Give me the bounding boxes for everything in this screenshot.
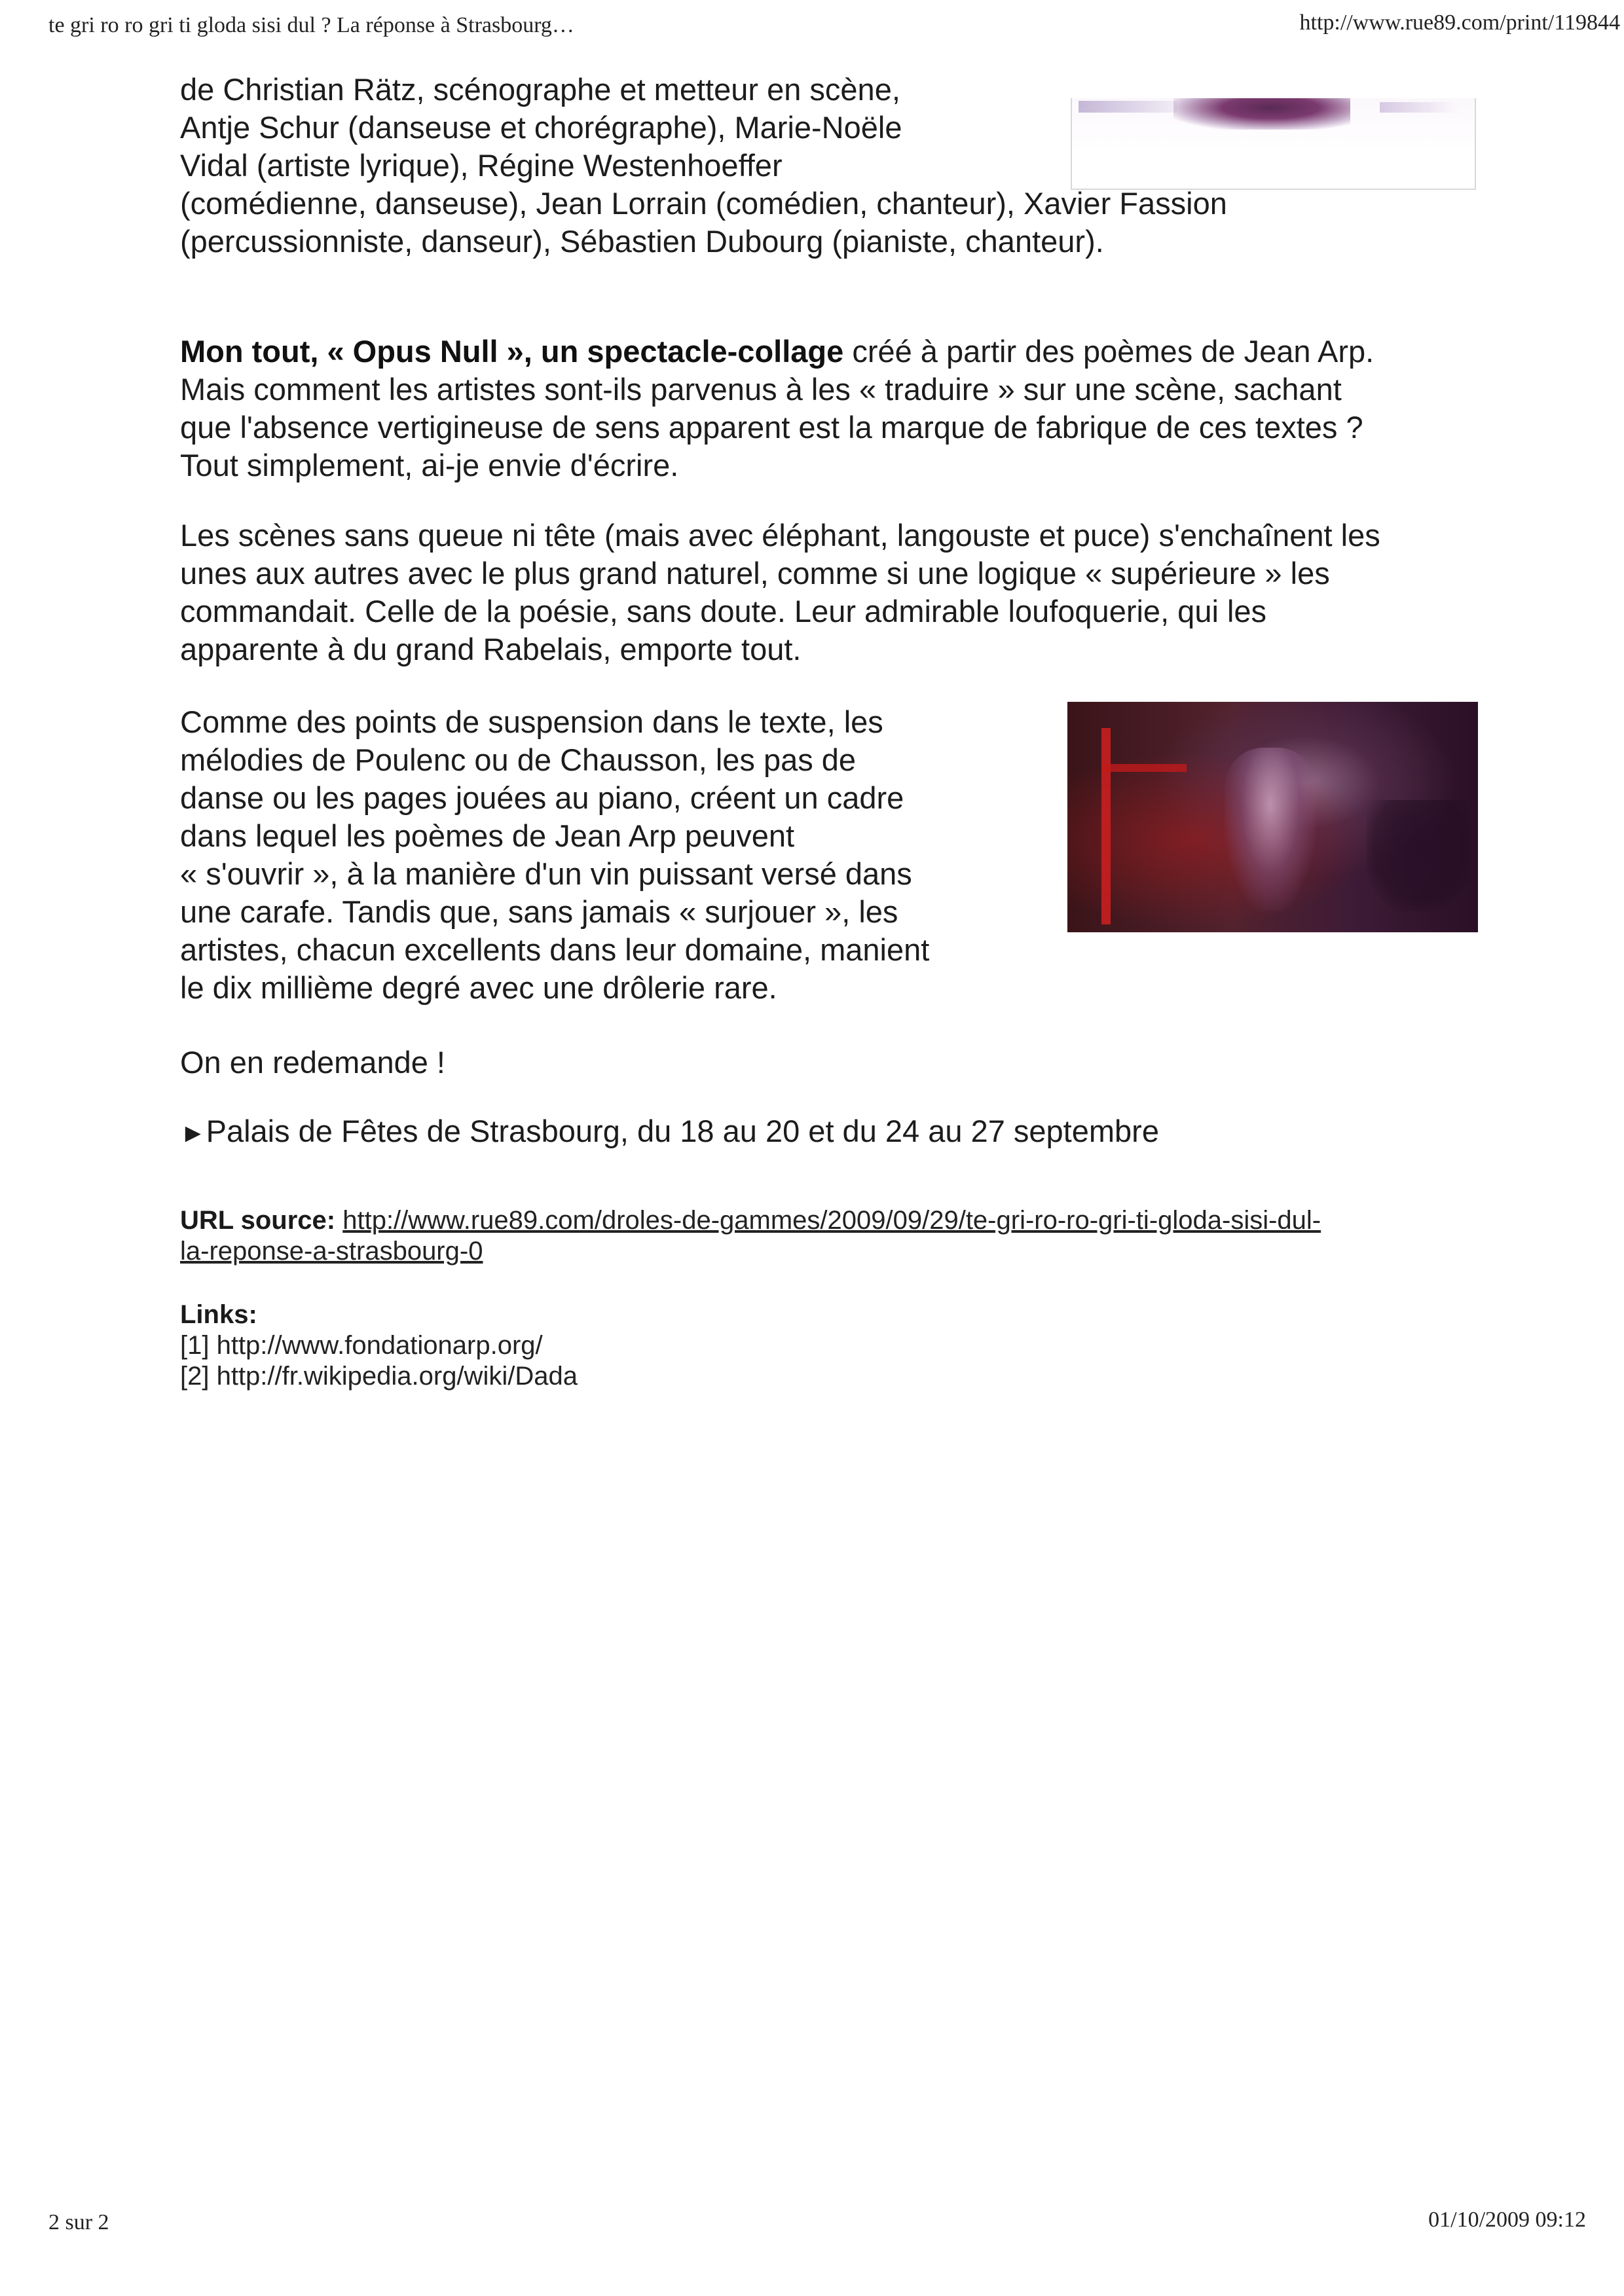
text-line	[180, 333, 1374, 371]
text-line: Les scènes sans queue ni tête (mais avec éléphant, langouste et puce) s'enchaînent les	[180, 518, 1380, 553]
text-line: Vidal (artiste lyrique), Régine Westenhoeffer	[180, 148, 783, 183]
text-fragment: créé à partir des poèmes de Jean Arp.	[843, 334, 1375, 369]
text-line: (comédienne, danseuse), Jean Lorrain (comédien, chanteur), Xavier Fassion	[180, 186, 1227, 221]
article-paragraph-scenes	[180, 517, 1380, 668]
article-photo-stage	[1067, 702, 1478, 932]
text-line: commandait. Celle de la poésie, sans doute. Leur admirable loufoquerie, qui les	[180, 594, 1267, 629]
triangle-right-icon: ►	[180, 1119, 206, 1148]
text-line	[180, 1205, 1321, 1236]
text-line: Tout simplement, ai-je envie d'écrire.	[180, 448, 679, 483]
event-info	[180, 1112, 1159, 1152]
page-number: 2 sur 2	[48, 2210, 109, 2234]
article-paragraph-opus-null	[180, 333, 1374, 484]
article-paragraph-cast	[180, 71, 1227, 261]
text-line: le dix millième degré avec une drôlerie rare.	[180, 970, 777, 1005]
text-line: apparente à du grand Rabelais, emporte tout.	[180, 632, 802, 666]
text-line: que l'absence vertigineuse de sens apparent est la marque de fabrique de ces textes ?	[180, 410, 1363, 445]
text-line: artistes, chacun excellents dans leur domaine, manient	[180, 932, 930, 967]
text-line: danse ou les pages jouées au piano, créent un cadre	[180, 780, 904, 815]
text-line: mélodies de Poulenc ou de Chausson, les pas de	[180, 742, 857, 777]
event-text: Palais de Fêtes de Strasbourg, du 18 au 20 et du 24 au 27 septembre	[206, 1114, 1159, 1148]
links-label: Links:	[180, 1300, 257, 1329]
url-source-link-continued[interactable]: la-reponse-a-strasbourg-0	[180, 1237, 483, 1266]
links-block	[180, 1300, 578, 1392]
text-line: Mais comment les artistes sont-ils parvenus à les « traduire » sur une scène, sachant	[180, 372, 1342, 407]
url-source-label: URL source:	[180, 1206, 336, 1235]
print-header-title: te gri ro ro gri ti gloda sisi dul ? La réponse à Strasbourg…	[48, 13, 574, 37]
text-line: une carafe. Tandis que, sans jamais « surjouer », les	[180, 894, 898, 929]
url-source-block	[180, 1205, 1321, 1267]
text-line: de Christian Rätz, scénographe et metteur en scène,	[180, 72, 900, 107]
print-header-url: http://www.rue89.com/print/119844	[1299, 10, 1620, 35]
link-item: [1] http://www.fondationarp.org/	[180, 1331, 543, 1360]
link-item: [2] http://fr.wikipedia.org/wiki/Dada	[180, 1362, 578, 1391]
text-line: Antje Schur (danseuse et chorégraphe), Marie-Noële	[180, 110, 902, 145]
text-line: « s'ouvrir », à la manière d'un vin puissant versé dans	[180, 856, 912, 891]
url-source-link[interactable]: http://www.rue89.com/droles-de-gammes/2009/09/29/te-gri-ro-ro-gri-ti-gloda-sisi-dul-	[342, 1206, 1321, 1235]
text-line: unes aux autres avec le plus grand naturel, comme si une logique « supérieure » les	[180, 556, 1330, 591]
article-paragraph-melodies	[180, 703, 929, 1007]
article-paragraph-closing: On en redemande !	[180, 1045, 445, 1080]
bold-lead: Mon tout, « Opus Null », un spectacle-collage	[180, 334, 844, 369]
text-line: dans lequel les poèmes de Jean Arp peuvent	[180, 818, 795, 853]
text-line: (percussionniste, danseur), Sébastien Dubourg (pianiste, chanteur).	[180, 224, 1104, 259]
text-line: Comme des points de suspension dans le texte, les	[180, 704, 883, 739]
print-datetime: 01/10/2009 09:12	[1428, 2208, 1586, 2232]
